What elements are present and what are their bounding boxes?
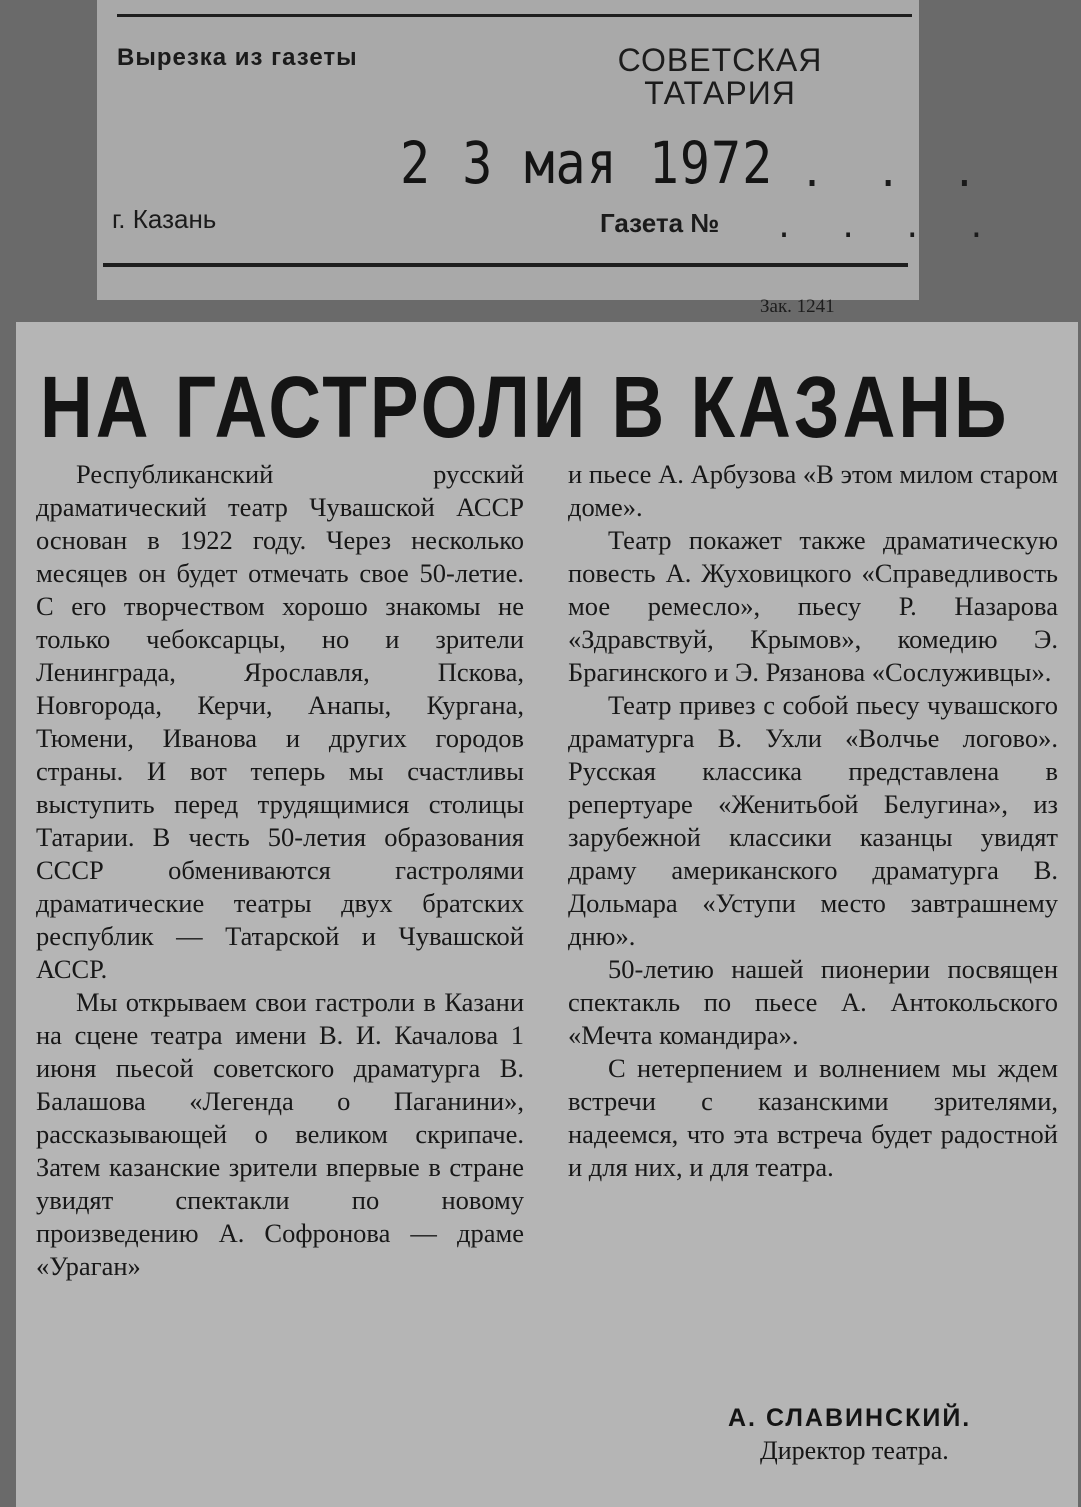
article-paragraph: Театр привез с собой пьесу чувашского драматурга В. Ухли «Волчье логово». Русская классика представлена в репертуаре «Женитьбой Белугина», из зарубежной классики казанцы увидят драму американского драматурга В. Дольмара «Уступи место завтрашнему дню». xyxy=(568,690,1058,951)
author-signature: А. СЛАВИНСКИЙ. xyxy=(728,1404,972,1432)
issue-dotted-line: . . . . xyxy=(775,210,1000,245)
city-label: г. Казань xyxy=(112,204,217,234)
label-top-rule xyxy=(117,14,912,17)
article-left-column xyxy=(36,458,524,1283)
author-title: Директор театра. xyxy=(760,1436,949,1465)
issue-number-label: Газета № xyxy=(600,208,720,238)
date-stamp: 2 3 мая 1972 xyxy=(400,130,774,197)
article-right-column xyxy=(568,458,1058,1184)
order-number: Зак. 1241 xyxy=(760,296,835,317)
article-paragraph: С нетерпением и волнением мы ждем встречи с казанскими зрителями, надеемся, что эта встреча будет радостной и для них, и для театра. xyxy=(568,1053,1058,1182)
date-dotted-line: . . . xyxy=(800,150,991,196)
article-paragraph: 50-летию нашей пионерии посвящен спектакль по пьесе А. Антокольского «Мечта командира». xyxy=(568,954,1058,1050)
newspaper-name: СОВЕТСКАЯ ТАТАРИЯ xyxy=(617,42,823,111)
article-headline: НА ГАСТРОЛИ В КАЗАНЬ xyxy=(40,359,1010,457)
article-paragraph: Республиканский русский драматический театр Чувашской АССР основан в 1922 году. Через несколько месяцев он будет отмечать свое 50-летие. С его творчеством хорошо знакомы не только чебоксарцы, но и зрители Ленинграда, Ярославля, Пскова, Новгорода, Керчи, Анапы, Кургана, Тюмени, Иванова и других городов страны. И вот теперь мы счастливы выступить перед трудящимися столицы Татарии. В честь 50-летия образования СССР обмениваются гастролями драматические театры двух братских республик — Татарской и Чувашской АССР. xyxy=(36,459,524,984)
label-bottom-rule xyxy=(103,263,908,267)
article-paragraph: Театр покажет также драматическую повесть А. Жуховицкого «Справедливость мое ремесло», пьесу Р. Назарова «Здравствуй, Крымов», комедию Э. Брагинского и Э. Рязанова «Сослуживцы». xyxy=(568,525,1058,687)
article-paragraph: Мы открываем свои гастроли в Казани на сцене театра имени В. И. Качалова 1 июня пьесой советского драматурга В. Балашова «Легенда о Паганини», рассказывающей о великом скрипаче. Затем казанские зрители впервые в стране увидят спектакли по новому произведению А. Софронова — драме «Ураган» xyxy=(36,987,524,1281)
clipping-source-label: Вырезка из газеты xyxy=(117,44,358,71)
article-paragraph-continuation: и пьесе А. Арбузова «В этом милом старом доме». xyxy=(568,459,1058,522)
